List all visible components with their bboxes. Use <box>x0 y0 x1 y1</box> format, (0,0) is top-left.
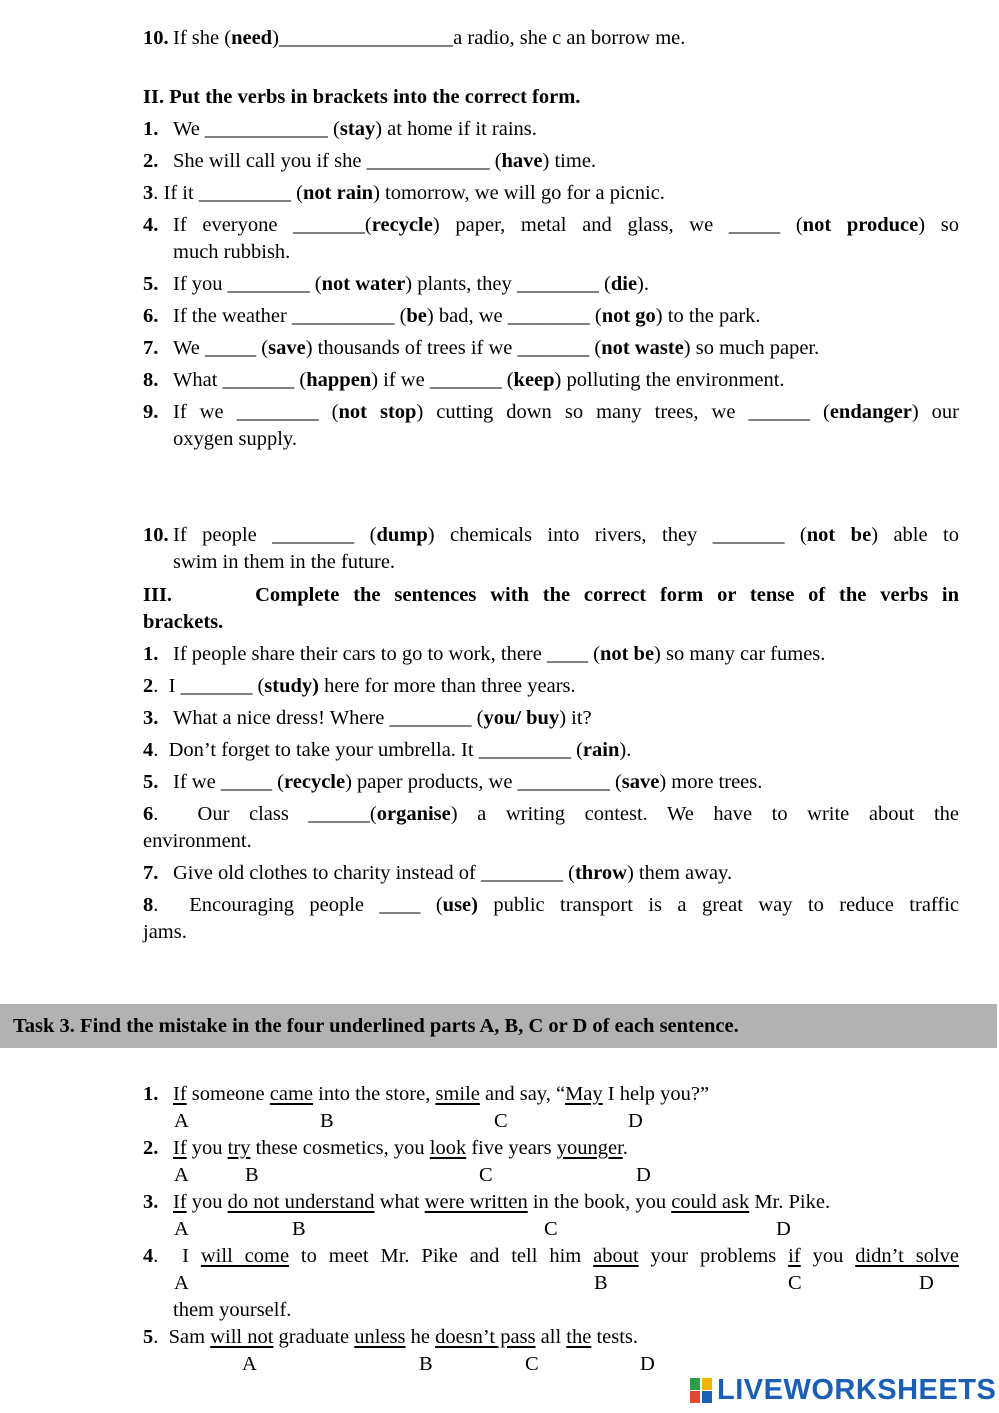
section-2-item-3: 3. If it _________ (not rain) tomorrow, we will go for a picnic. <box>143 182 665 204</box>
section-2-item-10: 10. If people ________ (dump) chemicals into rivers, they _______ (not be) able to <box>143 524 959 546</box>
q3-option-c: C <box>544 1218 558 1240</box>
section-2-item-4: 4. If everyone _______(recycle) paper, metal and glass, we _____ (not produce) so <box>143 214 959 236</box>
q1-option-d: D <box>628 1110 643 1132</box>
q4-option-b: B <box>594 1272 608 1294</box>
q4-option-c: C <box>788 1272 802 1294</box>
section-2-item-1: 1. We ____________ (stay) at home if it rains. <box>143 118 537 140</box>
section-2-item-9: 9. If we ________ (not stop) cutting down so many trees, we ______ (endanger) our <box>143 401 959 423</box>
q4-option-d: D <box>919 1272 934 1294</box>
section-2-item-10-cont: swim in them in the future. <box>173 551 396 573</box>
liveworksheets-logo[interactable] <box>690 1372 996 1408</box>
section-3-title-cont: brackets. <box>143 611 224 633</box>
section-3-item-5: 5. If we _____ (recycle) paper products, we _________ (save) more trees. <box>143 771 763 793</box>
q2-option-a: A <box>174 1164 189 1186</box>
task-3-header-bar <box>0 1004 997 1048</box>
q2-option-b: B <box>245 1164 259 1186</box>
section-2-item-4-cont: much rubbish. <box>173 241 291 263</box>
section-3-item-8: 8. Encouraging people ____ (use) public transport is a great way to reduce traffic <box>143 894 959 916</box>
question-10-top: 10. If she (need)_________________a radio, she c an borrow me. <box>143 27 686 49</box>
q4-option-a: A <box>174 1272 189 1294</box>
task-3-question-4-cont: them yourself. <box>173 1299 292 1321</box>
task-3-question-4: 4. I will come to meet Mr. Pike and tell him about your problems if you didn’t solve <box>143 1245 959 1267</box>
section-2-item-9-cont: oxygen supply. <box>173 428 297 450</box>
liveworksheets-logo-icon <box>690 1376 714 1404</box>
task-3-title: Task 3. Find the mistake in the four underlined parts A, B, C or D of each sentence. <box>13 1015 739 1037</box>
section-3-item-3: 3. What a nice dress! Where ________ (you/ buy) it? <box>143 707 592 729</box>
q5-option-c: C <box>525 1353 539 1375</box>
section-3-item-6-cont: environment. <box>143 830 252 852</box>
q3-option-a: A <box>174 1218 189 1240</box>
q5-option-b: B <box>419 1353 433 1375</box>
liveworksheets-logo-text: LIVEWORKSHEETS <box>717 1373 997 1406</box>
section-3-item-1: 1. If people share their cars to go to work, there ____ (not be) so many car fumes. <box>143 643 826 665</box>
task-3-question-3: 3. If you do not understand what were written in the book, you could ask Mr. Pike. <box>143 1191 831 1213</box>
section-3-item-7: 7. Give old clothes to charity instead of ________ (throw) them away. <box>143 862 733 884</box>
q1-option-a: A <box>174 1110 189 1132</box>
q1-option-b: B <box>320 1110 334 1132</box>
section-2-item-6: 6. If the weather __________ (be) bad, we ________ (not go) to the park. <box>143 305 761 327</box>
q2-option-d: D <box>636 1164 651 1186</box>
task-3-question-1: 1. If someone came into the store, smile and say, “May I help you?” <box>143 1083 710 1105</box>
section-2-item-2: 2. She will call you if she ____________ (have) time. <box>143 150 597 172</box>
section-3-item-4: 4. Don’t forget to take your umbrella. It _________ (rain). <box>143 739 632 761</box>
q2-option-c: C <box>479 1164 493 1186</box>
section-3-item-8-cont: jams. <box>143 921 187 943</box>
task-3-question-5: 5. Sam will not graduate unless he doesn’t pass all the tests. <box>143 1326 639 1348</box>
task-3-question-2: 2. If you try these cosmetics, you look five years younger. <box>143 1137 628 1159</box>
q3-option-d: D <box>776 1218 791 1240</box>
section-3-item-2: 2. I _______ (study) here for more than three years. <box>143 675 576 697</box>
q3-option-b: B <box>292 1218 306 1240</box>
section-2-item-8: 8. What _______ (happen) if we _______ (keep) polluting the environment. <box>143 369 785 391</box>
section-2-item-7: 7. We _____ (save) thousands of trees if we _______ (not waste) so much paper. <box>143 337 820 359</box>
q5-option-a: A <box>242 1353 257 1375</box>
q1-option-c: C <box>494 1110 508 1132</box>
section-3-item-6: 6. Our class ______(organise) a writing contest. We have to write about the <box>143 803 960 825</box>
section-2-item-5: 5. If you ________ (not water) plants, they ________ (die). <box>143 273 649 295</box>
section-3-title: III. Complete the sentences with the correct form or tense of the verbs in <box>143 584 959 606</box>
q5-option-d: D <box>640 1353 655 1375</box>
section-2-title: II. Put the verbs in brackets into the correct form. <box>143 86 581 108</box>
